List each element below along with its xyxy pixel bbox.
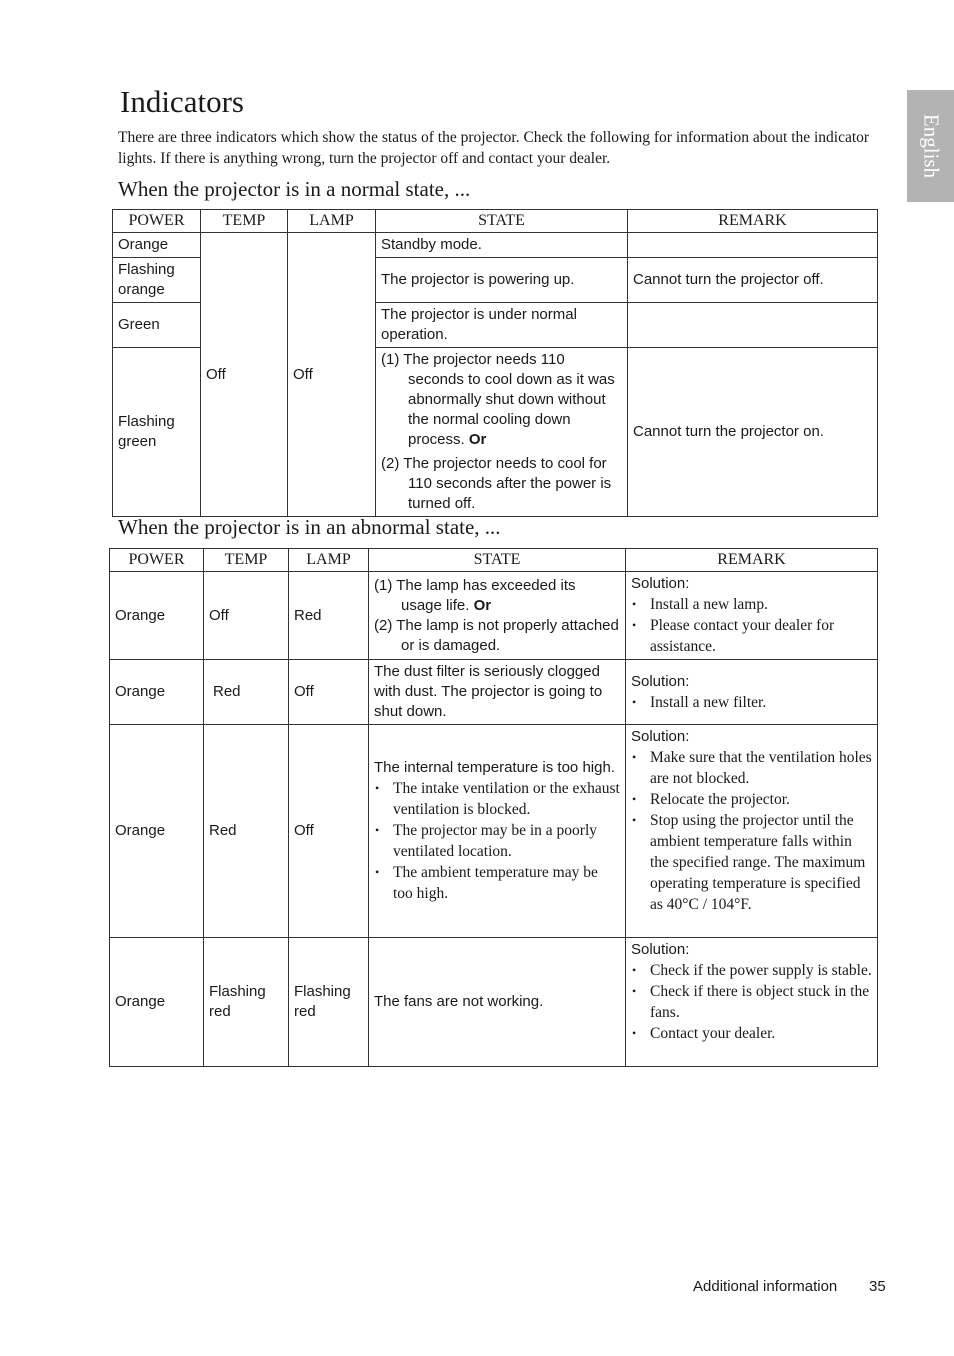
state-cell: The fans are not working. [369, 938, 626, 1067]
lamp-cell: Off [289, 660, 369, 725]
header-temp: TEMP [204, 549, 289, 572]
header-remark: REMARK [626, 549, 878, 572]
remark-item: • Install a new lamp. [631, 594, 872, 615]
normal-state-heading: When the projector is in a normal state, ... [118, 177, 471, 201]
state-cell: The projector is powering up. [376, 258, 628, 303]
remark-item: • Make sure that the ventilation holes are not blocked. [631, 747, 872, 789]
state-cell: The dust filter is seriously clogged with dust. The projector is going to shut down. [369, 660, 626, 725]
abnormal-state-table [109, 548, 878, 1067]
state-cell [369, 572, 626, 660]
lamp-cell: Off [289, 725, 369, 938]
remark-cell [626, 938, 878, 1067]
lamp-cell: Red [289, 572, 369, 660]
header-power: POWER [113, 210, 201, 233]
state-item: (1) The projector needs 110 seconds to cool down as it was abnormally shut down without the normal cooling down process. Or [381, 351, 615, 448]
lamp-cell: Flashing red [289, 938, 369, 1067]
page-number: 35 [869, 1278, 886, 1295]
remark-cell [626, 725, 878, 938]
temp-cell: Flashing red [204, 938, 289, 1067]
solution-label: Solution: [631, 575, 690, 592]
table-row [113, 233, 878, 258]
state-item: (1) The lamp has exceeded its usage life. Or [374, 576, 576, 614]
remark-item: • Relocate the projector. [631, 789, 872, 810]
power-cell: Orange [113, 233, 201, 258]
table-row [110, 572, 878, 660]
state-item: • The projector may be in a poorly ventilated location. [374, 820, 620, 862]
solution-label: Solution: [631, 672, 690, 690]
remark-item: • Check if there is object stuck in the fans. [631, 981, 872, 1023]
page-title: Indicators [120, 84, 244, 119]
header-lamp: LAMP [289, 549, 369, 572]
power-cell: Flashing orange [113, 258, 201, 303]
state-cell: The projector is under normal operation. [376, 303, 628, 348]
header-remark: REMARK [628, 210, 878, 233]
remark-item: • Please contact your dealer for assistance. [631, 615, 872, 657]
temp-cell: Red [204, 660, 289, 725]
remark-item: • Stop using the projector until the ambient temperature falls within the specified range. The maximum operating temperature is specified as 40°C / 104°F. [631, 810, 872, 915]
header-state: STATE [369, 549, 626, 572]
header-power: POWER [110, 549, 204, 572]
state-cell [369, 725, 626, 938]
remark-cell: Cannot turn the projector off. [628, 258, 878, 303]
remark-cell [626, 660, 878, 725]
header-lamp: LAMP [288, 210, 376, 233]
remark-cell [628, 303, 878, 348]
remark-cell: Cannot turn the projector on. [628, 348, 878, 517]
header-state: STATE [376, 210, 628, 233]
table-header-row [110, 549, 878, 572]
language-tab-label: English [919, 113, 943, 179]
temp-cell: Off [204, 572, 289, 660]
table-row [110, 938, 878, 1067]
state-cell [376, 348, 628, 517]
power-cell: Green [113, 303, 201, 348]
table-row [110, 725, 878, 938]
temp-cell: Red [204, 725, 289, 938]
state-item: (2) The projector needs to cool for 110 seconds after the power is turned off. [381, 455, 612, 512]
lamp-cell: Off [288, 233, 376, 517]
state-item: (2) The lamp is not properly attached or is damaged. [374, 616, 619, 654]
solution-label: Solution: [631, 941, 690, 958]
abnormal-state-heading: When the projector is in an abnormal state, ... [118, 515, 501, 539]
language-tab [907, 90, 954, 202]
remark-item: • Install a new filter. [631, 692, 872, 713]
power-cell: Orange [110, 938, 204, 1067]
state-cell: Standby mode. [376, 233, 628, 258]
solution-label: Solution: [631, 728, 690, 745]
remark-item: • Contact your dealer. [631, 1023, 872, 1044]
power-cell: Orange [110, 572, 204, 660]
temp-cell: Off [201, 233, 288, 517]
state-item: • The ambient temperature may be too high. [374, 862, 620, 904]
remark-item: • Check if the power supply is stable. [631, 960, 872, 981]
power-cell: Flashing green [113, 348, 201, 517]
intro-paragraph: There are three indicators which show the status of the projector. Check the following for information about the indicator lights. If there is anything wrong, turn the projector off and contact your dealer. [118, 129, 870, 167]
power-cell: Orange [110, 660, 204, 725]
remark-cell [626, 572, 878, 660]
remark-cell [628, 233, 878, 258]
normal-state-table [112, 209, 878, 517]
footer-section-title: Additional information [693, 1278, 838, 1295]
table-row [110, 660, 878, 725]
state-text: The internal temperature is too high. [374, 759, 615, 776]
header-temp: TEMP [201, 210, 288, 233]
power-cell: Orange [110, 725, 204, 938]
table-header-row [113, 210, 878, 233]
state-item: • The intake ventilation or the exhaust ventilation is blocked. [374, 778, 620, 820]
